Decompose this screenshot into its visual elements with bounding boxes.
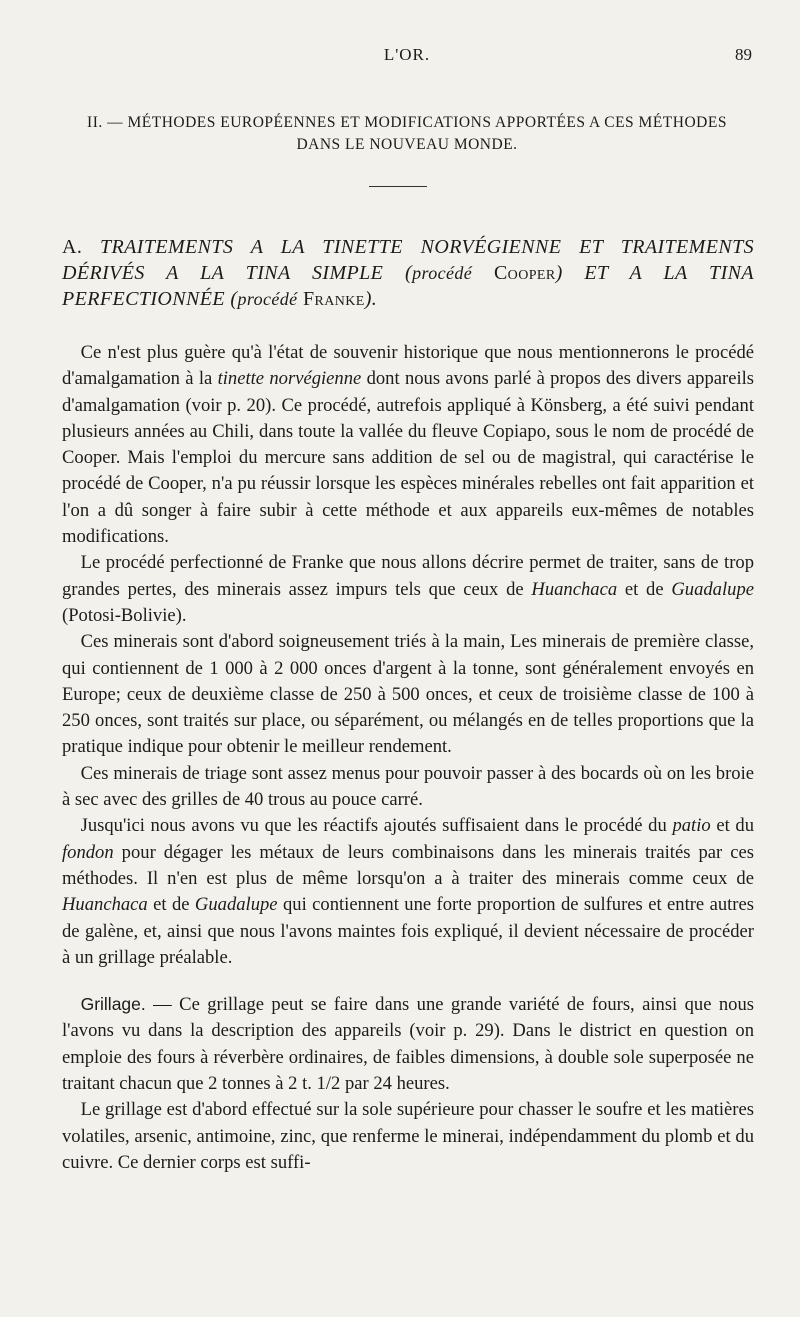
paragraph-5-text-a: Jusqu'ici nous avons vu que les réactifs ajoutés suffisaient dans le procédé du (80, 815, 673, 837)
paragraph-6 (62, 991, 754, 1097)
paragraph-3 (62, 629, 754, 760)
paragraph-4-text: Ces minerais de triage sont assez menus pour pouvoir passer à des bocards où on les broie à sec avec des grilles de 40 trous au pouce carré. (62, 762, 754, 811)
section-heading-line-2: DANS LE NOUVEAU MONDE. (296, 136, 518, 153)
paragraph-1-italic: tinette norvégienne (217, 368, 362, 390)
paragraph-5-italic-4: Guadalupe (194, 894, 278, 916)
page-number: 89 (735, 45, 752, 64)
body-text (62, 340, 754, 1176)
chapter-name-cooper: Cooper (493, 262, 556, 284)
paragraph-1-text-a: Ce n'est plus guère qu'à l'état de souvenir historique que nous mentionnerons le procédé d'amalgamation à la (62, 342, 754, 390)
section-heading (62, 112, 752, 156)
paragraph-5-text-e: qui contiennent une forte proportion de sulfures et entre autres de galène, et, ainsi que nous l'avons maintes fois expliqué, il devient nécessaire de procéder à un grillage préalable. (62, 894, 754, 968)
paragraph-gap (62, 971, 754, 991)
chapter-label: A. (62, 236, 83, 258)
running-title: L'OR. (383, 45, 431, 64)
chapter-heading (62, 234, 754, 312)
paragraph-5-text-b: et du (710, 815, 754, 837)
chapter-procede-2: procédé (237, 289, 298, 309)
paragraph-5-italic-2: fondon (62, 841, 114, 863)
paragraph-2-italic-2: Guadalupe (671, 578, 754, 600)
paragraph-1-text-b: dont nous avons parlé à propos des divers appareils d'amalgamation (voir p. 20). Ce procédé, autrefois appliqué à Könsberg, a été suivi pendant plusieurs années au Chili, dans toute la vallée du fleuve Copiapo, sous le nom de procédé de Cooper. Mais l'emploi du mercure sans addition de sel ou de magistral, qui caractérise le procédé de Cooper, n'a pu réussir lorsque les espèces minérales rebelles ont fait apparition et l'on a dû songer à faire subir à cette méthode et aux appareils eux-mêmes de notables modifications. (62, 368, 755, 548)
chapter-title-part-2: ) ET A LA TINA PERFECTIONNÉE ( (62, 262, 754, 310)
paragraph-2-text-a: Le procédé perfectionné de Franke que nous allons décrire permet de traiter, sans de trop grandes pertes, des minerais assez impurs tels que ceux de (62, 552, 754, 600)
paragraph-7-text: Le grillage est d'abord effectué sur la sole supérieure pour chasser le soufre et les matières volatiles, arsenic, antimoine, zinc, que renferme le minerai, indépendamment du plomb et du cuivre. Ce dernier corps est suffi- (62, 1099, 754, 1173)
paragraph-1 (62, 340, 754, 550)
paragraph-2-italic-1: Huanchaca (531, 578, 618, 600)
chapter-name-franke: Franke (302, 288, 365, 310)
paragraph-5 (62, 813, 754, 971)
separator-rule (369, 186, 427, 187)
paragraph-7 (62, 1097, 754, 1176)
paragraph-5-italic-1: patio (672, 815, 711, 837)
chapter-title-part-3: ). (364, 288, 378, 310)
chapter-title-part-1: TRAITEMENTS A LA TINETTE NORVÉGIENNE ET TRAITEMENTS DÉRIVÉS A LA TINA SIMPLE ( (62, 236, 754, 284)
paragraph-4 (62, 761, 754, 814)
section-heading-line-1: II. — MÉTHODES EUROPÉENNES ET MODIFICATIONS APPORTÉES A CES MÉTHODES (87, 114, 727, 131)
paragraph-2-text-c: (Potosi-Bolivie). (62, 604, 187, 626)
paragraph-3-text: Ces minerais sont d'abord soigneusement triés à la main, Les minerais de première classe, qui contiennent de 1 000 à 2 000 onces d'argent à la tonne, sont généralement envoyés en Europe; ceux de deuxième classe de 250 à 500 onces, et ceux de troisième classe de 100 à 250 onces, sont traités sur place, ou séparément, ou mélangés en de telles proportions que la pratique indique pour obtenir le meilleur rendement. (62, 631, 754, 758)
paragraph-5-text-c: pour dégager les métaux de leurs combinaisons dans les minerais traités par ces méthodes. Il n'en est plus de même lorsqu'on a à traiter des minerais comme ceux de (62, 841, 754, 889)
running-head (62, 45, 752, 69)
chapter-procede-1: procédé (412, 263, 473, 283)
paragraph-5-italic-3: Huanchaca (62, 894, 148, 916)
paragraph-2-text-b: et de (617, 578, 672, 600)
paragraph-2 (62, 550, 754, 629)
grillage-label: Grillage. (80, 994, 146, 1015)
paragraph-6-text: — Ce grillage peut se faire dans une grande variété de fours, ainsi que nous l'avons vu dans la description des appareils (voir p. 29). Dans le district en question on emploie des fours à réverbère ordinaires, de faibles dimensions, à double sole superposée ne traitant chacun que 2 tonnes à 2 t. 1/2 par 24 heures. (62, 994, 754, 1095)
paragraph-5-text-d: et de (147, 894, 195, 916)
